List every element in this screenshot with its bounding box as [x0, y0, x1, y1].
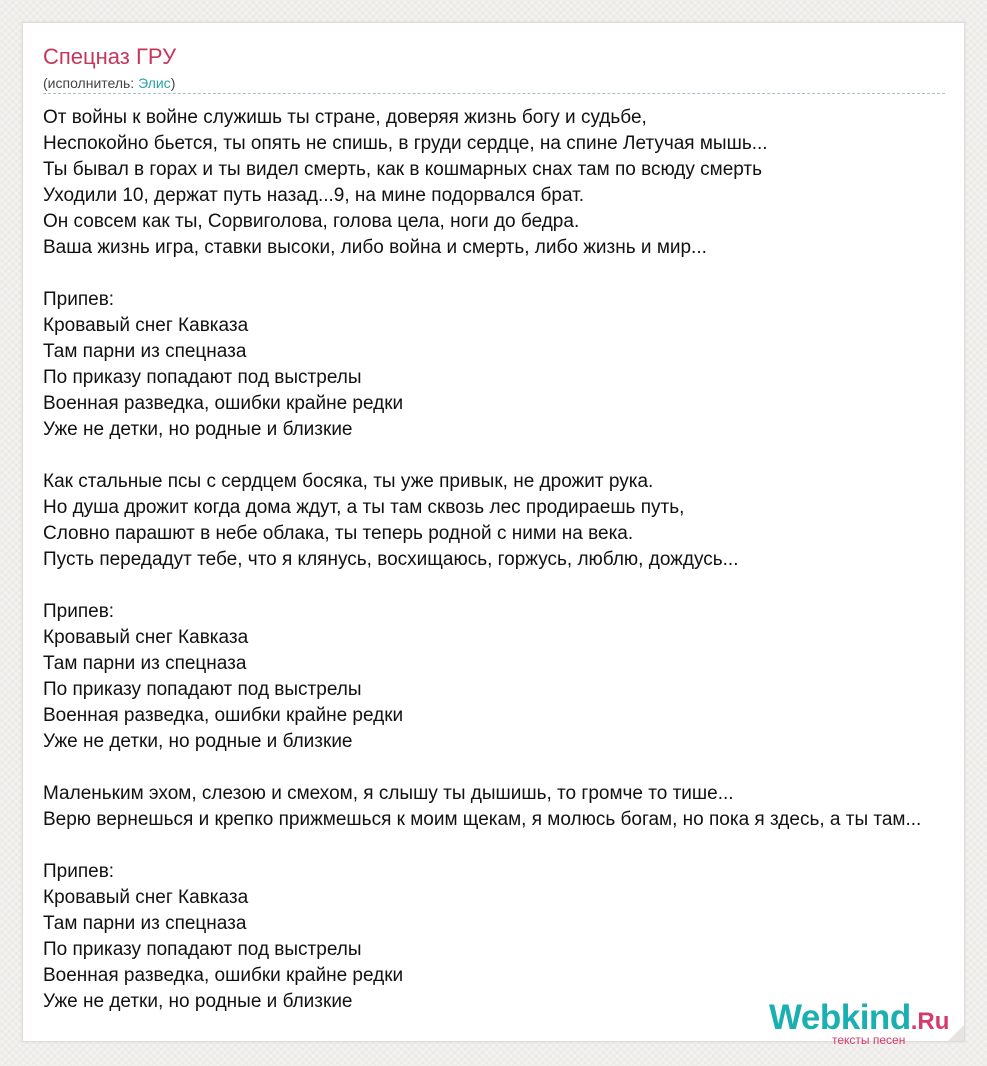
lyrics-line: Но душа дрожит когда дома ждут, а ты там сквозь лес продираешь путь,: [43, 497, 685, 518]
lyrics-line: Ты бывал в горах и ты видел смерть, как в кошмарных снах там по всюду смерть: [43, 159, 763, 180]
lyrics-line: Военная разведка, ошибки крайне редки: [43, 705, 404, 726]
lyrics-line: Кровавый снег Кавказа: [43, 315, 249, 336]
lyrics-line: Там парни из спецназа: [43, 341, 247, 362]
lyrics-line: Верю вернешься и крепко прижмешься к моим щекам, я молюсь богам, но пока я здесь, а ты там...: [43, 809, 922, 830]
artist-link[interactable]: Элис: [138, 75, 171, 91]
lyrics-line: Военная разведка, ошибки крайне редки: [43, 393, 404, 414]
webkind-logo[interactable]: [769, 998, 969, 1048]
lyrics-line: Припев:: [43, 289, 115, 310]
artist-prefix: (исполнитель:: [43, 75, 139, 91]
lyrics-line: Там парни из спецназа: [43, 653, 247, 674]
lyrics-line: По приказу попадают под выстрелы: [43, 939, 362, 960]
lyrics-line: Как стальные псы с сердцем босяка, ты уже привык, не дрожит рука.: [43, 471, 654, 492]
lyrics-text: [43, 105, 983, 1041]
lyrics-line: Военная разведка, ошибки крайне редки: [43, 965, 404, 986]
lyrics-line: От войны к войне служишь ты стране, доверяя жизнь богу и судьбе,: [43, 107, 647, 128]
lyrics-line: Пусть передадут тебе, что я клянусь, восхищаюсь, горжусь, люблю, дождусь...: [43, 549, 739, 570]
lyrics-stanza: [43, 469, 983, 573]
lyrics-line: Уходили 10, держат путь назад...9, на мине подорвался брат.: [43, 185, 585, 206]
lyrics-line: Ваша жизнь игра, ставки высоки, либо война и смерть, либо жизнь и мир...: [43, 237, 707, 258]
lyrics-stanza: [43, 859, 983, 1015]
lyrics-line: Кровавый снег Кавказа: [43, 887, 249, 908]
lyrics-line: Он совсем как ты, Сорвиголова, голова цела, ноги до бедра.: [43, 211, 580, 232]
lyrics-line: Уже не детки, но родные и близкие: [43, 991, 353, 1012]
artist-suffix: ): [170, 75, 176, 91]
lyrics-line: Кровавый снег Кавказа: [43, 627, 249, 648]
song-title: Спецназ ГРУ: [43, 44, 177, 69]
lyrics-line: Уже не детки, но родные и близкие: [43, 731, 353, 752]
lyrics-line: Уже не детки, но родные и близкие: [43, 419, 353, 440]
lyrics-card: [22, 22, 965, 1047]
lyrics-stanza: [43, 287, 983, 443]
lyrics-line: Припев:: [43, 601, 115, 622]
lyrics-line: Неспокойно бьется, ты опять не спишь, в груди сердце, на спине Летучая мышь...: [43, 133, 768, 154]
logo-main-text: Webkind: [769, 998, 911, 1037]
logo-tld: .Ru: [910, 1008, 950, 1035]
logo-tagline: тексты песен: [832, 1033, 906, 1047]
lyrics-stanza: [43, 105, 983, 261]
lyrics-line: Там парни из спецназа: [43, 913, 247, 934]
lyrics-line: По приказу попадают под выстрелы: [43, 367, 362, 388]
lyrics-stanza: [43, 599, 983, 755]
artist-line: [43, 74, 175, 92]
dashed-divider: [43, 93, 945, 94]
lyrics-line: Припев:: [43, 861, 115, 882]
lyrics-line: Словно парашют в небе облака, ты теперь родной с ними на века.: [43, 523, 634, 544]
lyrics-line: Маленьким эхом, слезою и смехом, я слышу ты дышишь, то громче то тише...: [43, 783, 734, 804]
lyrics-stanza: [43, 781, 983, 833]
page-corner-fold: [948, 1025, 964, 1041]
lyrics-line: По приказу попадают под выстрелы: [43, 679, 362, 700]
